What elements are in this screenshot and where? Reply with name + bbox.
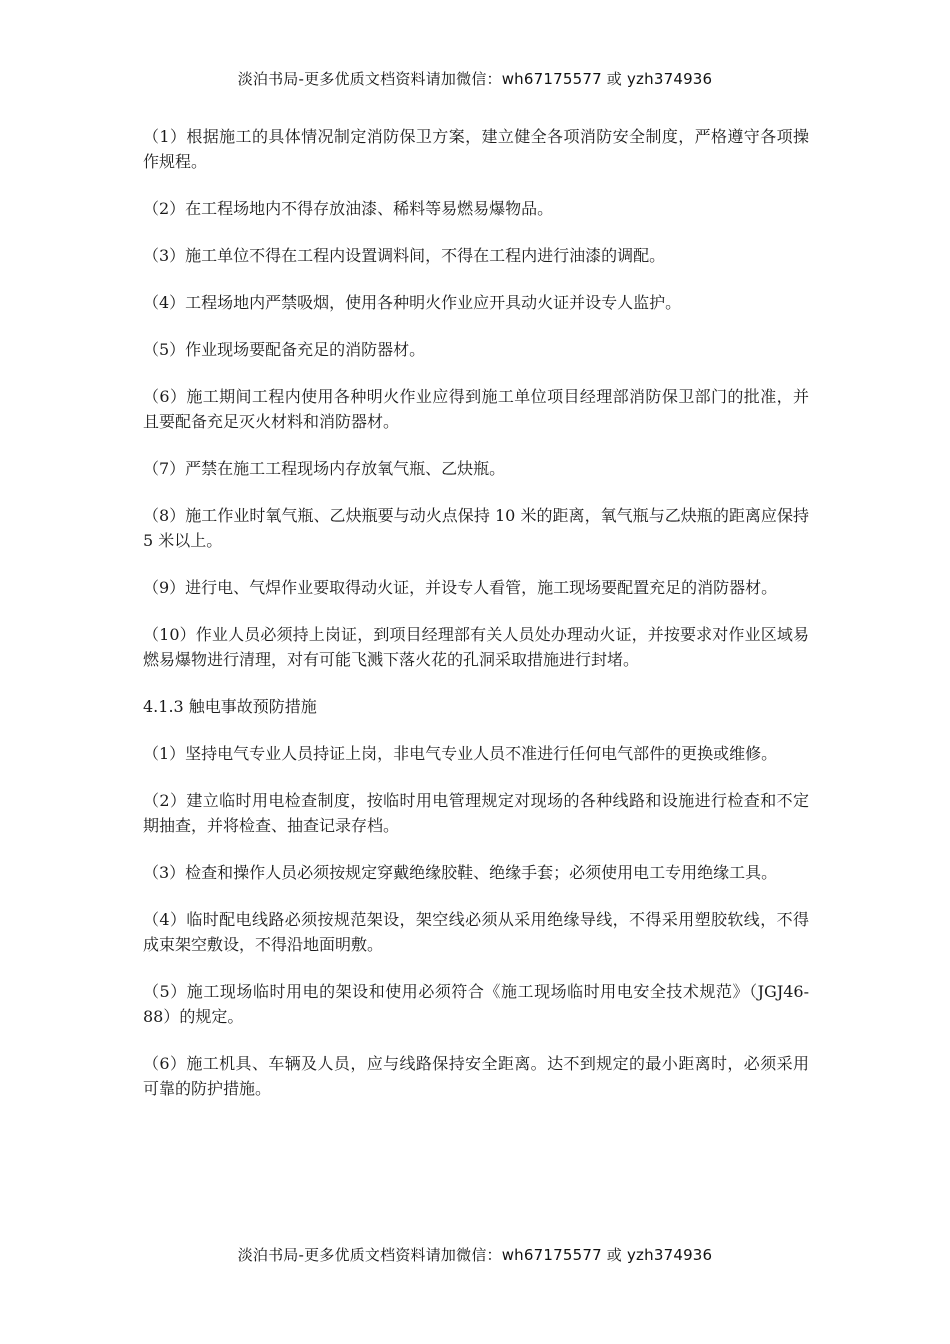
paragraph-fire-6: （6）施工期间工程内使用各种明火作业应得到施工单位项目经理部消防保卫部门的批准，并且要配备充足灭火材料和消防器材。: [143, 387, 809, 431]
paragraph-electric-4: （4）临时配电线路必须按规范架设，架空线必须从采用绝缘导线，不得采用塑胶软线，不得成束架空敷设，不得沿地面明敷。: [143, 910, 809, 954]
section-heading: 4.1.3 触电事故预防措施: [143, 697, 317, 716]
paragraph-fire-7: （7）严禁在施工工程现场内存放氧气瓶、乙炔瓶。: [143, 459, 506, 478]
paragraph-electric-3: （3）检查和操作人员必须按规定穿戴绝缘胶鞋、绝缘手套；必须使用电工专用绝缘工具。: [143, 863, 778, 882]
paragraph-fire-9: （9）进行电、气焊作业要取得动火证，并设专人看管，施工现场要配置充足的消防器材。: [143, 578, 778, 597]
paragraph-electric-5: （5）施工现场临时用电的架设和使用必须符合《施工现场临时用电安全技术规范》（JGJ46-88）的规定。: [143, 982, 809, 1026]
paragraph-electric-1: （1）坚持电气专业人员持证上岗，非电气专业人员不准进行任何电气部件的更换或维修。: [143, 744, 778, 763]
paragraph-electric-2: （2）建立临时用电检查制度，按临时用电管理规定对现场的各种线路和设施进行检查和不定期抽查，并将检查、抽查记录存档。: [143, 791, 809, 835]
paragraph-fire-8: （8）施工作业时氧气瓶、乙炔瓶要与动火点保持 10 米的距离，氧气瓶与乙炔瓶的距离应保持 5 米以上。: [143, 506, 809, 550]
paragraph-fire-5: （5）作业现场要配备充足的消防器材。: [143, 340, 426, 359]
paragraph-fire-2: （2）在工程场地内不得存放油漆、稀料等易燃易爆物品。: [143, 199, 554, 218]
paragraph-fire-3: （3）施工单位不得在工程内设置调料间，不得在工程内进行油漆的调配。: [143, 246, 666, 265]
paragraph-fire-10: （10）作业人员必须持上岗证，到项目经理部有关人员处办理动火证，并按要求对作业区域易燃易爆物进行清理，对有可能飞溅下落火花的孔洞采取措施进行封堵。: [143, 625, 809, 669]
paragraph-fire-1: （1）根据施工的具体情况制定消防保卫方案，建立健全各项消防安全制度，严格遵守各项操作规程。: [143, 127, 809, 171]
paragraph-electric-6: （6）施工机具、车辆及人员，应与线路保持安全距离。达不到规定的最小距离时，必须采用可靠的防护措施。: [143, 1054, 809, 1098]
page-header-banner: 淡泊书局-更多优质文档资料请加微信：wh67175577 或 yzh374936: [237, 70, 713, 88]
document-body: [143, 124, 809, 1123]
paragraph-fire-4: （4）工程场地内严禁吸烟，使用各种明火作业应开具动火证并设专人监护。: [143, 293, 682, 312]
page-footer-banner: 淡泊书局-更多优质文档资料请加微信：wh67175577 或 yzh374936: [237, 1246, 713, 1264]
